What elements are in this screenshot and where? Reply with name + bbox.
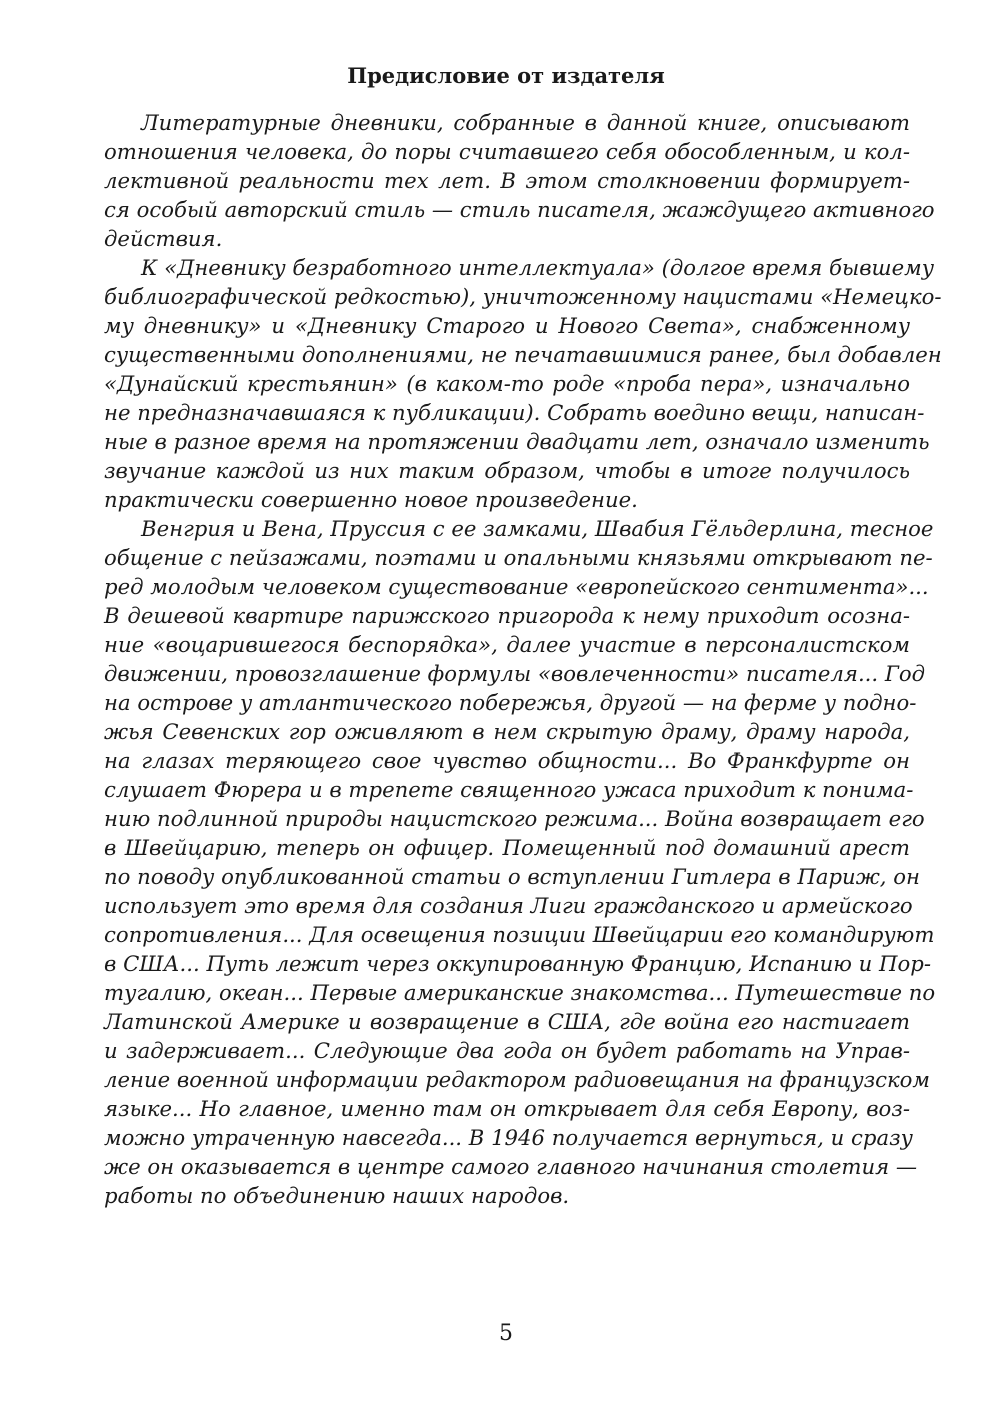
text-line: на острове у атлантического побережья, другой — на ферме у подно-	[104, 690, 917, 715]
text-line: лективной реальности тех лет. В этом столкновении формирует-	[104, 168, 910, 193]
text-line: ся особый авторский стиль — стиль писателя, жаждущего активного	[104, 197, 935, 222]
text-line: практически совершенно новое произведение.	[104, 487, 638, 512]
paragraph-1	[104, 108, 935, 253]
paragraph-2	[104, 253, 942, 514]
text-line: му дневнику» и «Дневнику Старого и Нового Света», снабженному	[104, 313, 910, 338]
text-line: существенными дополнениями, не печатавшимися ранее, был добавлен	[104, 342, 942, 367]
text-line: же он оказывается в центре самого главного начинания столетия —	[104, 1154, 918, 1179]
text-line: Латинской Америке и возвращение в США, где война его настигает	[104, 1009, 910, 1034]
text-line: работы по объединению наших народов.	[104, 1183, 570, 1208]
text-line: В дешевой квартире парижского пригорода к нему приходит осозна-	[104, 603, 910, 628]
text-line: звучание каждой из них таким образом, чтобы в итоге получилось	[104, 458, 910, 483]
text-line: ред молодым человеком существование «европейского сентимента»...	[104, 574, 929, 599]
text-line: жья Севенских гор оживляют в нем скрытую драму, драму народа,	[104, 719, 910, 744]
text-line: нию подлинной природы нацистского режима... Война возвращает его	[104, 806, 925, 831]
paragraph-3	[104, 514, 936, 1210]
text-line: К «Дневнику безработного интеллектуала» (долгое время бывшему	[141, 255, 935, 280]
text-line: движении, провозглашение формулы «вовлеченности» писателя... Год	[104, 661, 926, 686]
text-line: тугалию, океан... Первые американские знакомства... Путешествие по	[104, 980, 936, 1005]
text-line: «Дунайский крестьянин» (в каком-то роде «проба пера», изначально	[104, 371, 910, 396]
text-line: использует это время для создания Лиги гражданского и армейского	[104, 893, 913, 918]
text-line: сопротивления... Для освещения позиции Швейцарии его командируют	[104, 922, 935, 947]
text-line: Литературные дневники, собранные в данной книге, описывают	[141, 110, 910, 135]
text-line: ние «воцарившегося беспорядка», далее участие в персоналистском	[104, 632, 910, 657]
text-line: в США... Путь лежит через оккупированную Францию, Испанию и Пор-	[104, 951, 932, 976]
text-line: ление военной информации редактором радиовещания на французском	[104, 1067, 931, 1092]
text-line: действия.	[104, 226, 223, 251]
text-line: можно утраченную навсегда... В 1946 получается вернуться, и сразу	[104, 1125, 913, 1150]
text-line: библиографической редкостью), уничтоженному нацистами «Немецко-	[104, 284, 942, 309]
text-line: и задерживает... Следующие два года он будет работать на Управ-	[104, 1038, 910, 1063]
text-line: ные в разное время на протяжении двадцати лет, означало изменить	[104, 429, 930, 454]
text-line: в Швейцарию, теперь он офицер. Помещенный под домашний арест	[104, 835, 910, 860]
text-line: языке... Но главное, именно там он открывает для себя Европу, воз-	[104, 1096, 910, 1121]
text-line: Венгрия и Вена, Пруссия с ее замками, Швабия Гёльдерлина, тесное	[141, 516, 934, 541]
text-line: не предназначавшаяся к публикации). Собрать воедино вещи, написан-	[104, 400, 925, 425]
text-line: общение с пейзажами, поэтами и опальными князьями открывают пе-	[104, 545, 933, 570]
text-line: по поводу опубликованной статьи о вступлении Гитлера в Париж, он	[104, 864, 920, 889]
body-text	[104, 108, 942, 1210]
page-title: Предисловие от издателя	[347, 63, 665, 88]
text-line: слушает Фюрера и в трепете священного ужаса приходит к понима-	[104, 777, 914, 802]
text-line: на глазах теряющего свое чувство общности... Во Франкфурте он	[104, 748, 910, 773]
text-line: отношения человека, до поры считавшего себя обособленным, и кол-	[104, 139, 910, 164]
page-number: 5	[499, 1321, 513, 1346]
